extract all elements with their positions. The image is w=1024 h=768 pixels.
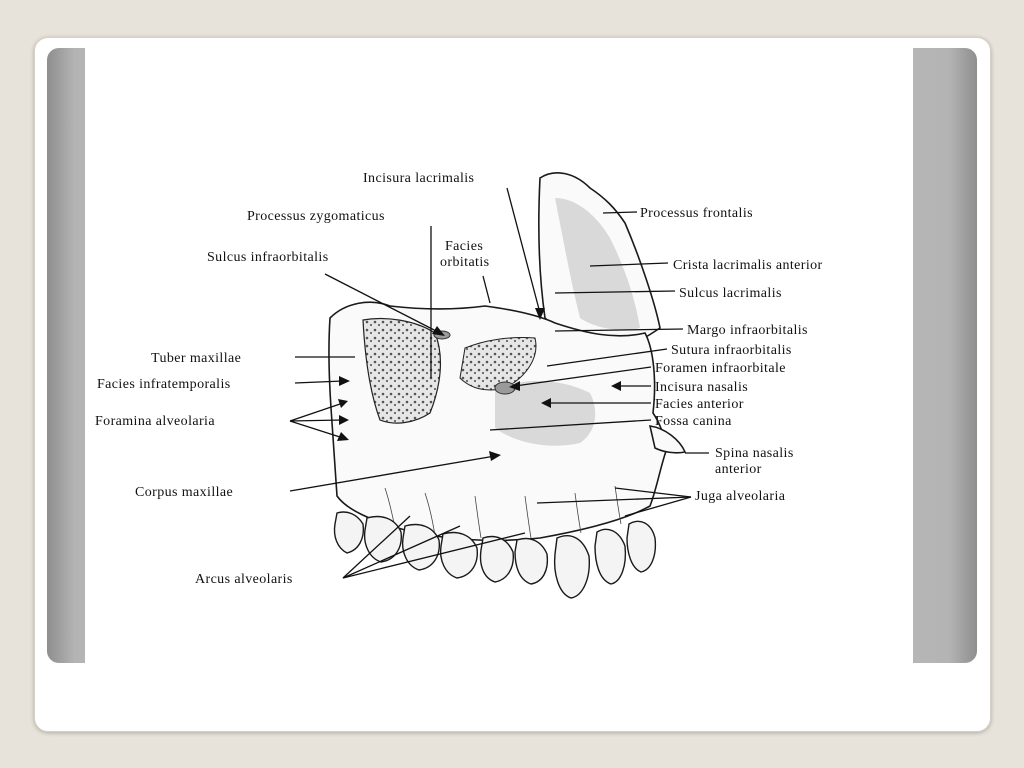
label-processus-zygomaticus: Processus zygomaticus: [247, 209, 385, 224]
label-facies-orbitatis-2: orbitatis: [440, 255, 490, 270]
label-processus-frontalis: Processus frontalis: [640, 206, 753, 221]
label-sulcus-infraorbitalis: Sulcus infraorbitalis: [207, 250, 329, 265]
label-fossa-canina: Fossa canina: [655, 414, 732, 429]
label-incisura-nasalis: Incisura nasalis: [655, 380, 749, 395]
label-corpus-maxillae: Corpus maxillae: [135, 485, 234, 500]
label-facies-orbitatis-1: Facies: [445, 239, 484, 254]
label-crista-lacrimalis-anterior: Crista lacrimalis anterior: [673, 258, 823, 273]
label-margo-infraorbitalis: Margo infraorbitalis: [687, 323, 808, 338]
label-sutura-infraorbitalis: Sutura infraorbitalis: [671, 343, 792, 358]
label-foramen-infraorbitale: Foramen infraorbitale: [655, 361, 786, 376]
label-facies-infratemporalis: Facies infratemporalis: [97, 377, 231, 392]
maxilla-diagram: [85, 48, 913, 663]
label-arcus-alveolaris: Arcus alveolaris: [195, 572, 293, 587]
label-spina-nasalis-1: Spina nasalis: [715, 446, 794, 461]
label-juga-alveolaria: Juga alveolaria: [695, 489, 786, 504]
label-incisura-lacrimalis: Incisura lacrimalis: [363, 171, 475, 186]
label-foramina-alveolaria: Foramina alveolaria: [95, 414, 215, 429]
label-sulcus-lacrimalis: Sulcus lacrimalis: [679, 286, 782, 301]
label-spina-nasalis-2: anterior: [715, 462, 762, 477]
label-tuber-maxillae: Tuber maxillae: [151, 351, 242, 366]
label-facies-anterior: Facies anterior: [655, 397, 744, 412]
maxilla-figure: [85, 48, 913, 663]
